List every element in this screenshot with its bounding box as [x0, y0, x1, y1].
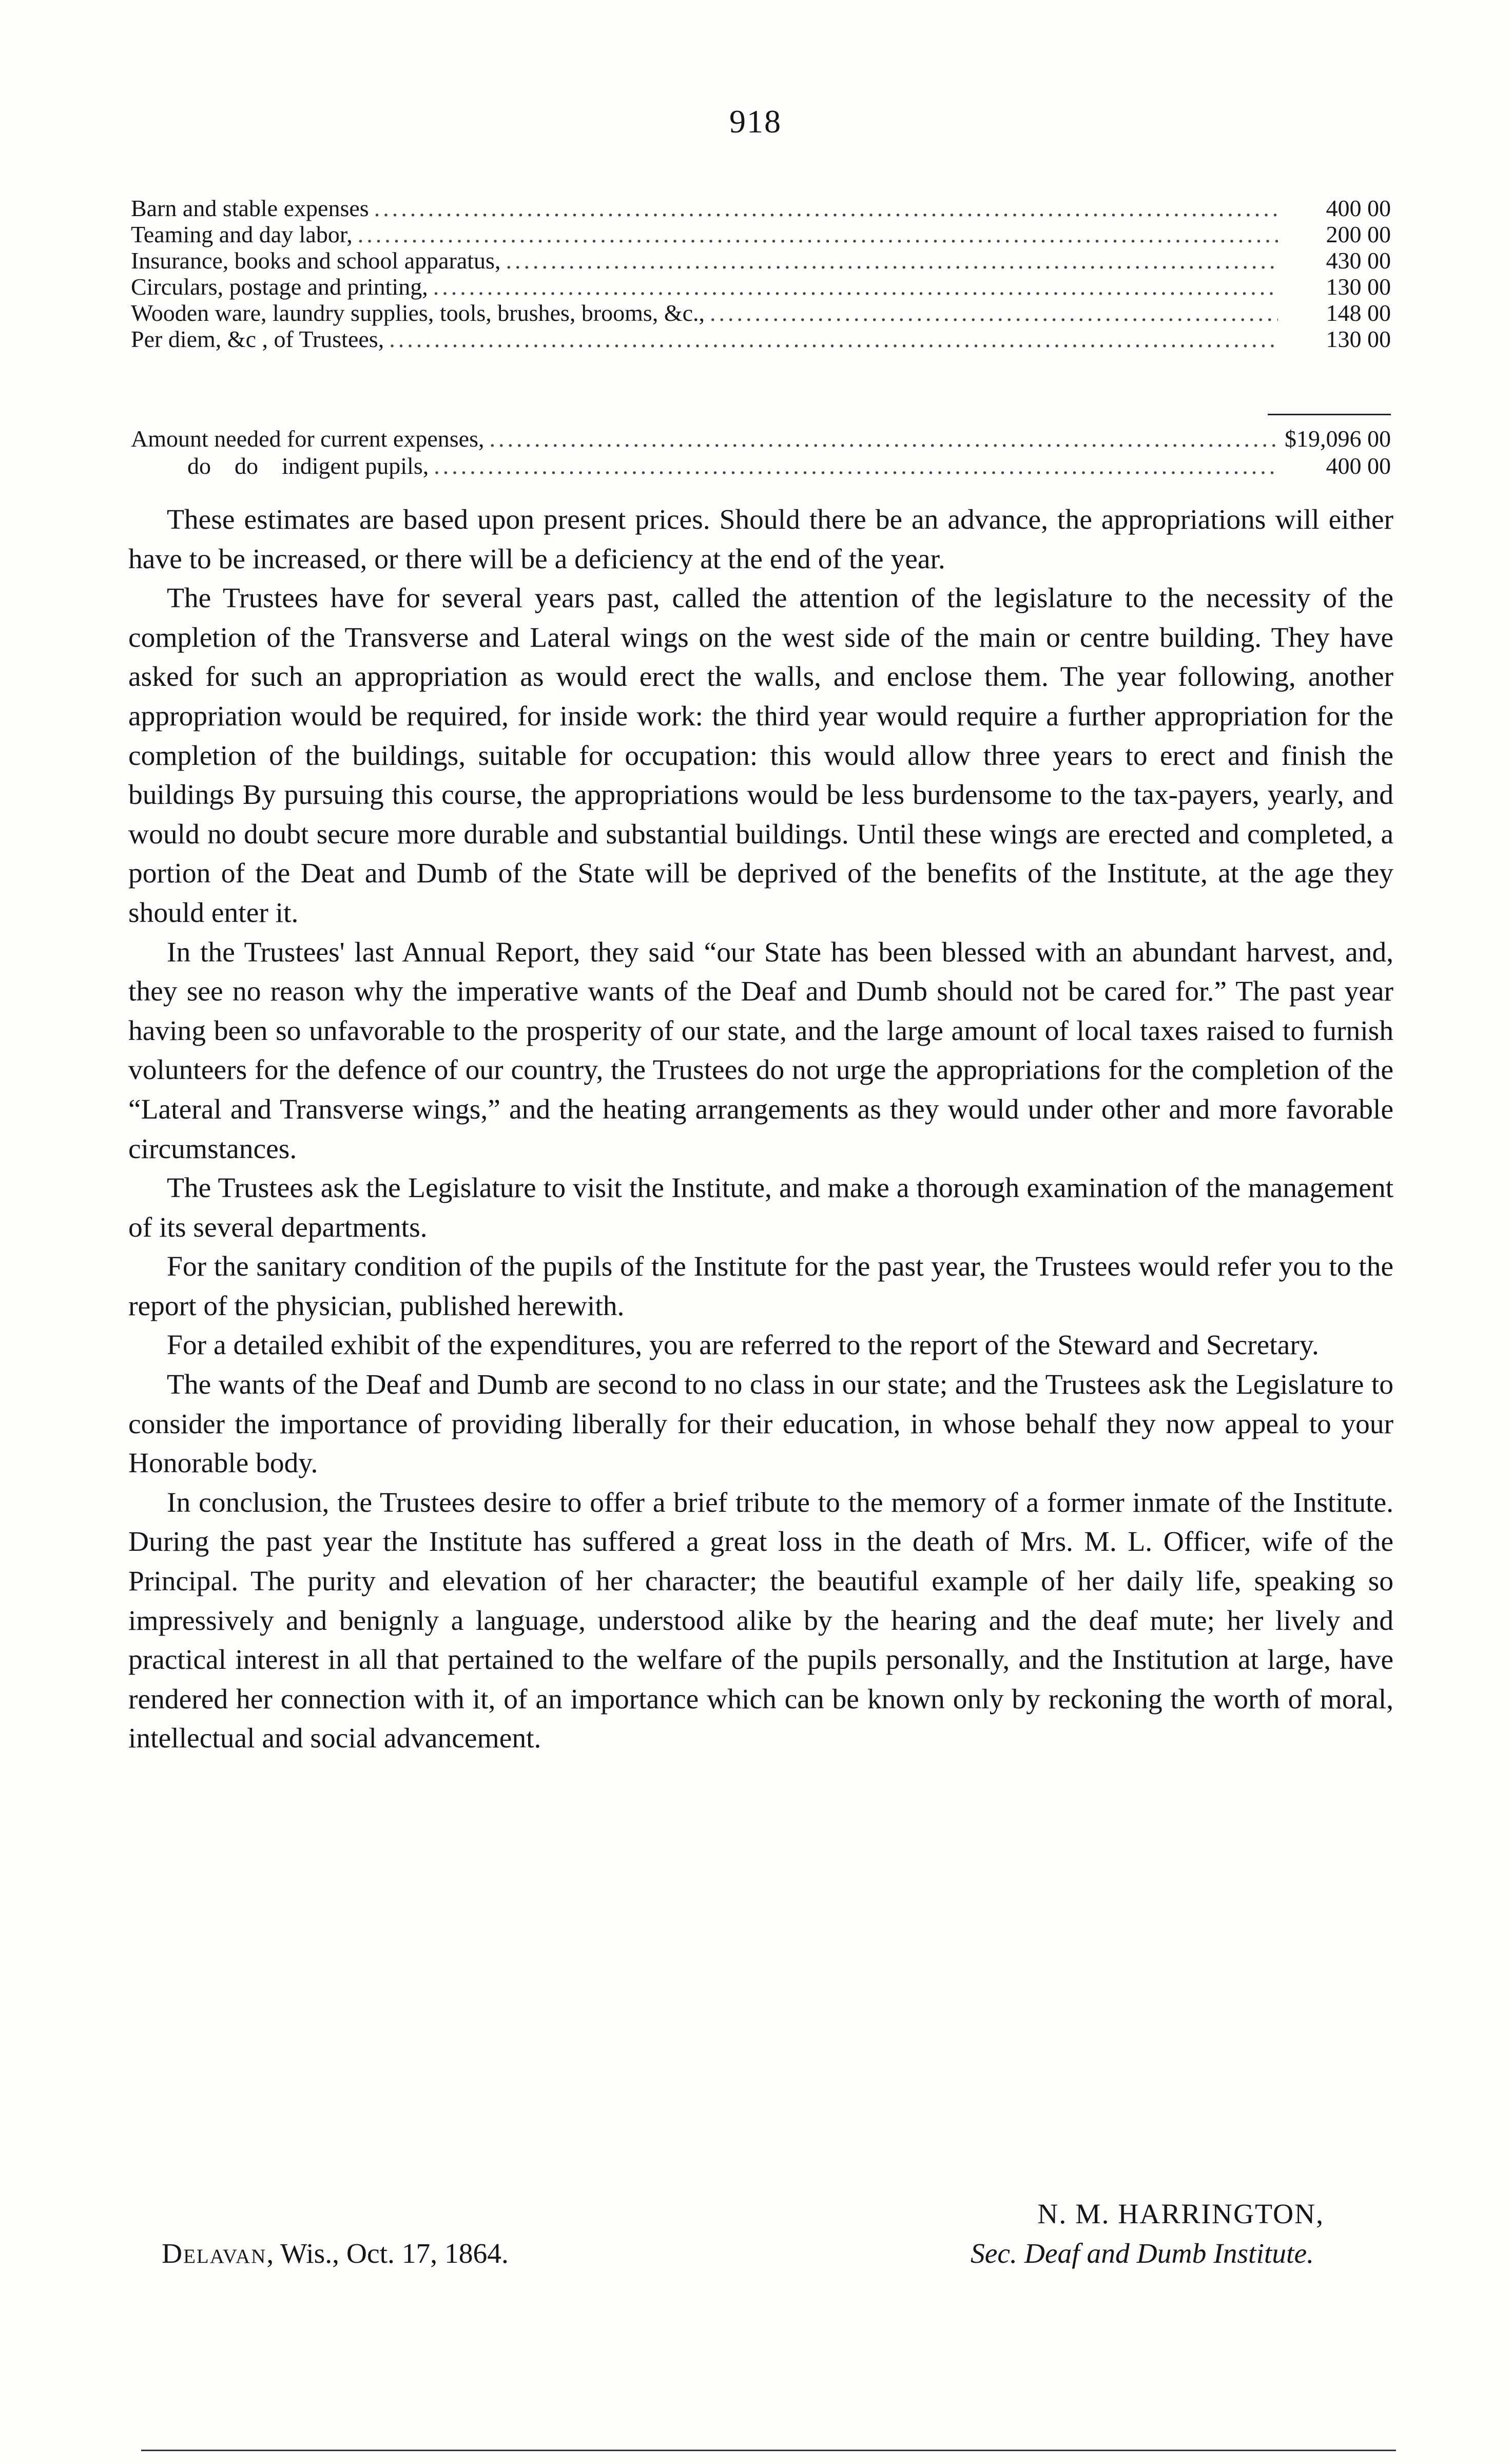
bottom-rule [141, 2450, 1396, 2451]
expense-label: Circulars, postage and printing, [131, 274, 428, 300]
dot-leader [710, 300, 1278, 326]
report-body [128, 500, 1393, 1759]
total-row [131, 452, 1391, 479]
expense-amount: 200 00 [1326, 221, 1391, 247]
paragraph: For a detailed exhibit of the expenditures, you are referred to the report of the Steward and Secretary. [167, 1330, 1319, 1361]
expense-list [131, 195, 1391, 352]
dot-leader [434, 452, 1278, 479]
dot-leader [358, 221, 1278, 247]
expense-label: Insurance, books and school apparatus, [131, 247, 501, 274]
paragraph: In conclusion, the Trustees desire to offer a brief tribute to the memory of a former inmate of the Institute. During the past year the Institute has suffered a great loss in the death of Mrs. M. L. Officer, wife of the Principal. The purity and elevation of her character; the beautiful example of her daily life, speaking so impressively and benignly a language, understood alike by the hearing and the deaf mute; her lively and practical interest in all that pertained to the welfare of the pupils personally, and the Institution at large, have rendered her connection with it, of an importance which can be known only by reckoning the worth of moral, intellectual and social advancement. [128, 1487, 1393, 1755]
expense-row [131, 195, 1391, 221]
expense-label: Barn and stable expenses [131, 195, 369, 221]
paragraph: For the sanitary condition of the pupils of the Institute for the past year, the Trustees would refer you to the report of the physician, published herewith. [128, 1251, 1393, 1322]
total-row [131, 425, 1391, 452]
signer-name: N. M. HARRINGTON, [1037, 2199, 1324, 2230]
signature-name-row [128, 2195, 1393, 2235]
date-text: , Wis., Oct. 17, 1864. [266, 2238, 509, 2269]
expense-amount: 130 00 [1326, 274, 1391, 300]
dot-leader [506, 247, 1278, 274]
dot-leader [489, 425, 1278, 452]
dot-leader [389, 326, 1278, 352]
expense-amount: 130 00 [1326, 326, 1391, 352]
totals-list [131, 425, 1391, 479]
expense-amount: 148 00 [1326, 300, 1391, 326]
expense-label: Per diem, &c , of Trustees, [131, 326, 384, 352]
expense-row [131, 326, 1391, 352]
paragraph: The Trustees have for several years past, called the attention of the legislature to the necessity of the completion of the Transverse and Lateral wings on the west side of the main or centre building. They have asked for such an appropriation as would erect the walls, and enclose them. The year following, another appropriation would be required, for inside work: the third year would require a further appropriation for the completion of the buildings, suitable for occupation: this would allow three years to erect and finish the buildings By pursuing this course, the appropriations would be less burdensome to the tax-payers, yearly, and would no doubt secure more durable and substantial buildings. Until these wings are erected and completed, a portion of the Deat and Dumb of the State will be deprived of the benefits of the Institute, at the age they should enter it. [128, 583, 1393, 929]
signature-block [128, 2195, 1393, 2274]
expense-row [131, 221, 1391, 247]
total-rule [1268, 414, 1391, 415]
expense-row [131, 274, 1391, 300]
total-amount: 400 00 [1326, 453, 1391, 479]
signature-date-row [128, 2235, 1393, 2274]
signer-title: Sec. Deaf and Dumb Institute. [971, 2238, 1314, 2269]
paragraph: In the Trustees' last Annual Report, they said “our State has been blessed with an abundant harvest, and, they see no reason why the imperative wants of the Deaf and Dumb should not be cared for.” The past year having been so unfavorable to the prosperity of our state, and the large amount of local taxes raised to furnish volunteers for the defence of our country, the Trustees do not urge the appropriations for the completion of the “Lateral and Transverse wings,” and the heating arrangements as they would under other and more favorable circumstances. [128, 936, 1393, 1165]
paragraph: These estimates are based upon present prices. Should there be an advance, the appropriations will either have to be increased, or there will be a deficiency at the end of the year. [128, 504, 1393, 575]
expense-amount: 430 00 [1326, 247, 1391, 274]
expense-label: Wooden ware, laundry supplies, tools, brushes, brooms, &c., [131, 300, 705, 326]
place-date [128, 2235, 509, 2274]
total-label: Amount needed for current expenses, [131, 426, 485, 452]
expense-amount: 400 00 [1326, 195, 1391, 221]
total-amount: $19,096 00 [1285, 426, 1391, 452]
total-label: do do indigent pupils, [187, 453, 429, 479]
place-name: Delavan [162, 2238, 267, 2269]
paragraph: The Trustees ask the Legislature to visit the Institute, and make a thorough examination of the management of its several departments. [128, 1172, 1393, 1243]
expense-row [131, 247, 1391, 274]
paragraph: The wants of the Deaf and Dumb are second to no class in our state; and the Trustees ask the Legislature to consider the importance of providing liberally for their education, in whose behalf they now appeal to your Honorable body. [128, 1369, 1393, 1479]
expense-row [131, 300, 1391, 326]
expense-label: Teaming and day labor, [131, 221, 353, 247]
dot-leader [433, 274, 1278, 300]
dot-leader [374, 195, 1278, 221]
page-number: 918 [729, 103, 782, 140]
